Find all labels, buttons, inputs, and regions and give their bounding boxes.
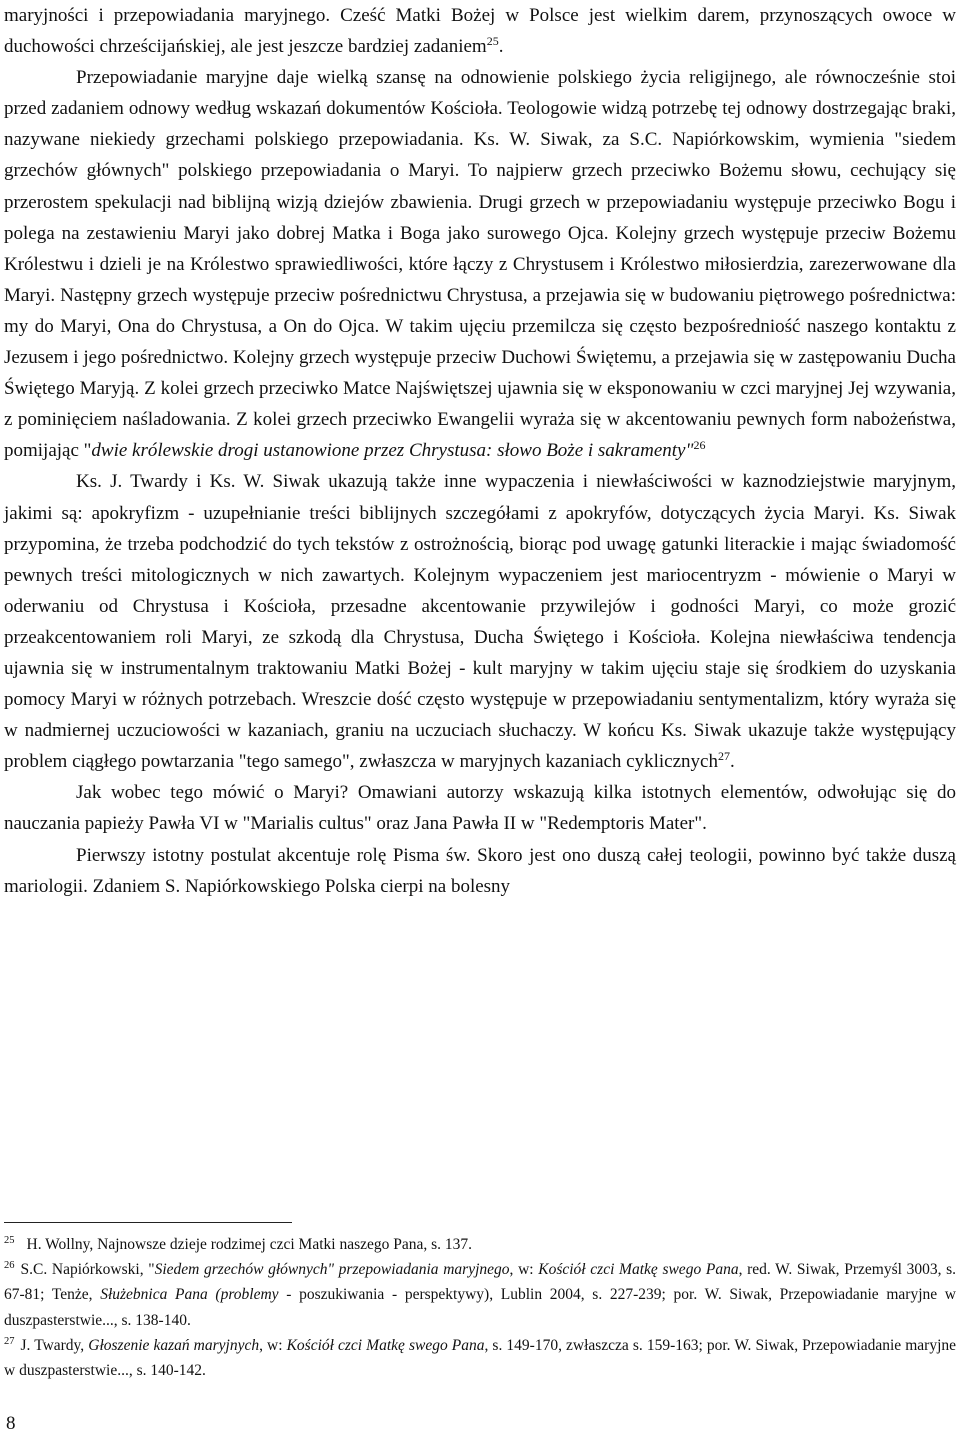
text-run: S.C. Napiórkowski, ": [20, 1261, 155, 1279]
paragraph: [4, 466, 956, 777]
text-run: J. Twardy,: [20, 1336, 89, 1354]
text-run: , w:: [259, 1336, 287, 1354]
italic-text: Kościół czci Matkę swego Pana: [286, 1336, 485, 1354]
footnote-reference: 26: [4, 1260, 15, 1272]
body-text: [4, 0, 956, 902]
text-run: H. Wollny, Najnowsze dzieje rodzimej czci Matki naszego Pana, s. 137.: [26, 1236, 473, 1253]
paragraph: [4, 840, 956, 902]
text-run: Przepowiadanie maryjne daje wielką szansę na odnowienie polskiego życia religijnego, ale równocześnie stoi przed zadaniem odnowy według wskazań dokumentów Kościoła. Teologowie widzą potrzebę tej odnowy dostrzegając braki, nazywane niekiedy grzechami polskiego przepowiadania. Ks. W. Siwak, za S.C. Napiórkowskim, wymienia "siedem grzechów głównych" polskiego przepowiadania o Maryi. To najpierw grzech przeciwko Bożemu słowu, cechujący się przerostem spekulacji nad biblijną wizją dziejów zbawienia. Drugi grzech w przepowiadaniu występuje przeciwko Bogu i polega na zestawieniu Maryi jako dobrej Matka i Boga jako surowego Ojca. Kolejny grzech występuje przeciw Bożemu Królestwu i dzieli je na Królestwo sprawiedliwości, które łączy z Chrystusem i Królestwo miłosierdzia, zarezerwowane dla Maryi. Następny grzech występuje przeciw pośrednictwu Chrystusa, a przejawia się w budowaniu piętrowego pośrednictwa: my do Maryi, Ona do Chrystusa, a On do Ojca. W takim ujęciu przemilcza się często bezpośredniość naszego kontaktu z Jezusem i jego pośrednictwo. Kolejny grzech występuje przeciw Duchowi Świętemu, a przejawia się w zastępowaniu Ducha Świętego Maryją. Z kolei grzech przeciwko Matce Najświętszej ujawnia się w eksponowaniu w czci maryjnej Jej wzywania, z pominięciem naśladowania. Z kolei grzech przeciwko Ewangelii wyraża się w akcentowaniu pewnych form nabożeństwa, pomijając ": [4, 67, 956, 462]
text-run: Pierwszy istotny postulat akcentuje rolę Pisma św. Skoro jest ono duszą całej teologii, powinno być także duszą mariologii. Zdaniem S. Napiórkowskiego Polska cierpi na bolesny: [4, 844, 956, 897]
text-run: , w:: [509, 1261, 539, 1279]
text-run: .: [498, 36, 504, 58]
paragraph: [4, 777, 956, 839]
footnote-reference: 27: [4, 1335, 15, 1347]
footnote-reference: 26: [693, 438, 706, 453]
paragraph: [4, 62, 956, 466]
footnote: [4, 1333, 956, 1383]
italic-text: Kościół czci Matkę swego Pana: [538, 1261, 739, 1279]
paragraph: [4, 0, 956, 62]
text-run: - poszukiwania - perspektywy), Lublin 2004, s. 227-239; por. W. Siwak, Przepowiadanie maryjne w duszpasterstwie..., s. 138-140.: [4, 1286, 956, 1329]
text-run: Jak wobec tego mówić o Maryi? Omawiani autorzy wskazują kilka istotnych elementów, odwołując się do nauczania papieży Pawła VI w "Marialis cultus" oraz Jana Pawła II w "Redemptoris Mater".: [4, 782, 956, 835]
footnote-reference: 25: [486, 34, 499, 49]
text-run: Ks. J. Twardy i Ks. W. Siwak ukazują także inne wypaczenia i niewłaściwości w kaznodziejstwie maryjnym, jakimi są: apokryfizm - uzupełnianie treści biblijnych szczegółami z apokryfów, dotyczących życia Maryi. Ks. Siwak przypomina, że trzeba podchodzić do tych tekstów z ostrożnością, biorąc pod uwagę gatunki literackie i mając świadomość pewnych treści mitologicznych w nich zawartych. Kolejnym wypaczeniem jest mariocentryzm - mówienie o Maryi w oderwaniu od Chrystusa i Kościoła, przesadne akcentowanie przywilejów i godności Maryi, co może grozić przeakcentowaniem roli Maryi, ze szkodą dla Chrystusa, Ducha Świętego i Kościoła. Kolejna niewłaściwa tendencja ujawnia się w instrumentalnym traktowaniu Matki Bożej - kult maryjny w takim ujęciu staje się środkiem do uzyskania pomocy Maryi w różnych potrzebach. Wreszcie dość często występuje w przepowiadaniu sentymentalizm, który wyraża się w nadmiernej uczuciowości w kazaniach, graniu na uczuciach słuchaczy. W końcu Ks. Siwak ukazuje także występujący problem ciągłego powtarzania "tego samego", zwłaszcza w maryjnych kazaniach cyklicznych: [4, 471, 956, 773]
italic-text: dwie królewskie drogi ustanowione przez Chrystusa: słowo Boże i sakramenty": [91, 440, 694, 462]
footnote: [4, 1232, 956, 1257]
page-number: 8: [6, 1413, 16, 1434]
text-run: , red. W. Siwak, Przemyśl 3003, s. 67-81; Tenże,: [4, 1261, 957, 1304]
footnote-reference: 25: [4, 1235, 15, 1246]
text-run: maryjności i przepowiadania maryjnego. Cześć Matki Bożej w Polsce jest wielkim darem, przynoszących owoce w duchowości chrześcijańskiej, ale jest jeszcze bardziej zadaniem: [4, 5, 956, 58]
italic-text: Siedem grzechów głównych" przepowiadania maryjnego: [154, 1261, 510, 1279]
footnotes: [4, 1232, 956, 1383]
text-run: , s. 149-170, zwłaszcza s. 159-163; por. W. Siwak, Przepowiadanie maryjne w duszpasterstwie..., s. 140-142.: [4, 1336, 956, 1380]
text-run: .: [729, 751, 735, 773]
italic-text: Głoszenie kazań maryjnych: [88, 1336, 260, 1354]
footnote-reference: 27: [717, 749, 730, 764]
italic-text: Służebnica Pana (problemy: [100, 1286, 279, 1304]
footnote-separator: [4, 1222, 292, 1223]
footnote: [4, 1257, 956, 1333]
